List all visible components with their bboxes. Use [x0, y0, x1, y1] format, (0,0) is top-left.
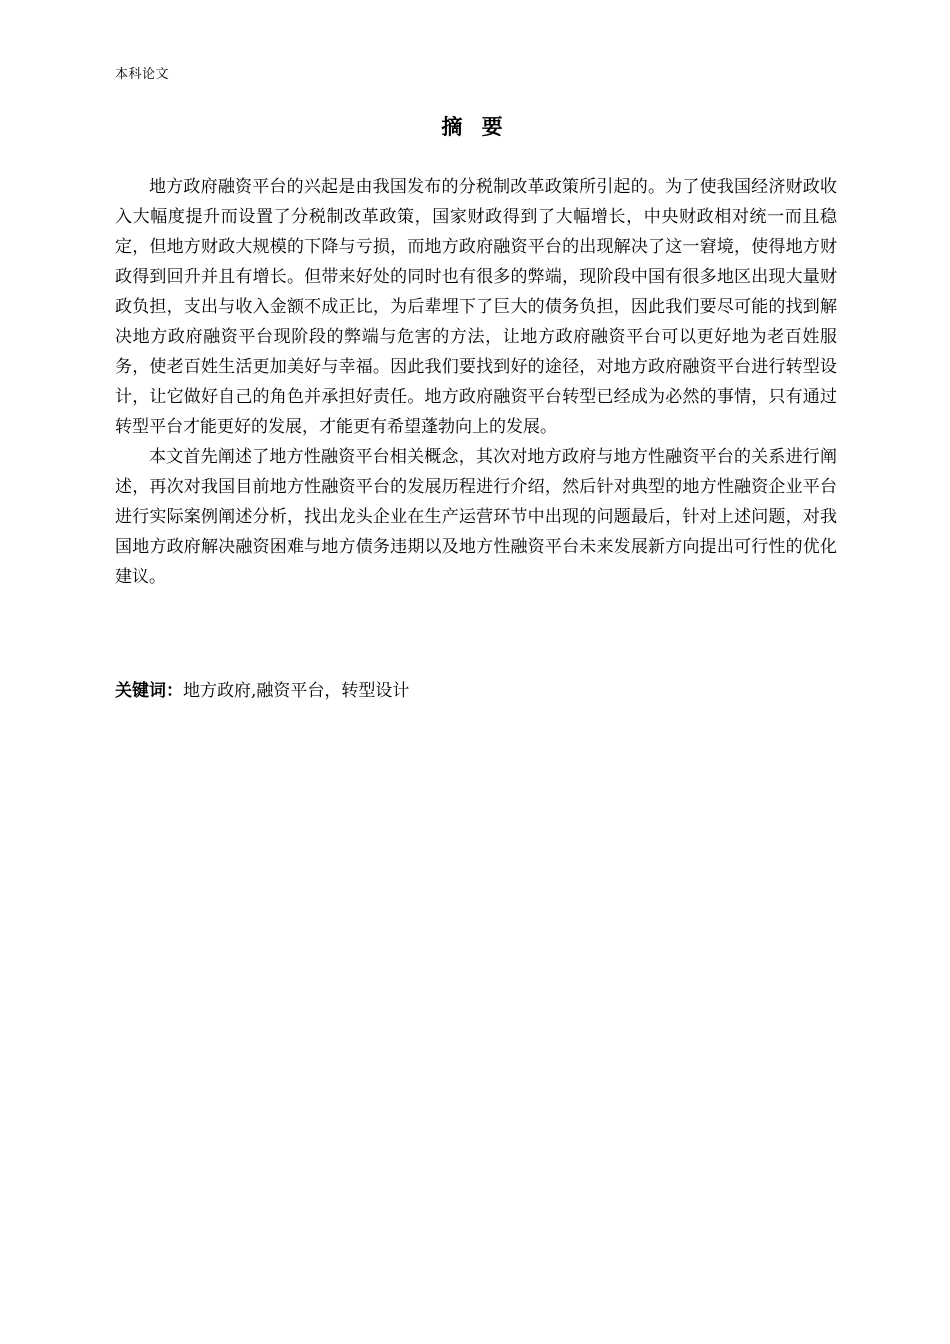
abstract-paragraph-2: 本文首先阐述了地方性融资平台相关概念，其次对地方政府与地方性融资平台的关系进行阐述，再次对我国目前地方性融资平台的发展历程进行介绍，然后针对典型的地方性融资企业平台进行实际案例阐述分析，找出龙头企业在生产运营环节中出现的问题最后，针对上述问题，对我国地方政府解决融资困难与地方债务违期以及地方性融资平台未来发展新方向提出可行性的优化建议。 [115, 447, 837, 587]
running-header: 本科论文 [115, 67, 170, 82]
keywords-label: 关键词： [115, 681, 183, 701]
abstract-body [115, 172, 837, 592]
keywords-line [115, 676, 837, 706]
keywords-text: 地方政府,融资平台，转型设计 [183, 681, 410, 701]
abstract-title: 摘 要 [441, 115, 509, 139]
abstract-paragraph-1: 地方政府融资平台的兴起是由我国发布的分税制改革政策所引起的。为了使我国经济财政收入大幅度提升而设置了分税制改革政策，国家财政得到了大幅增长，中央财政相对统一而且稳定，但地方财政大规模的下降与亏损，而地方政府融资平台的出现解决了这一窘境，使得地方财政得到回升并且有增长。但带来好处的同时也有很多的弊端，现阶段中国有很多地区出现大量财政负担，支出与收入金额不成正比，为后辈埋下了巨大的债务负担，因此我们要尽可能的找到解决地方政府融资平台现阶段的弊端与危害的方法，让地方政府融资平台可以更好地为老百姓服务，使老百姓生活更加美好与幸福。因此我们要找到好的途径，对地方政府融资平台进行转型设计，让它做好自己的角色并承担好责任。地方政府融资平台转型已经成为必然的事情，只有通过转型平台才能更好的发展，才能更有希望蓬勃向上的发展。 [115, 177, 837, 437]
